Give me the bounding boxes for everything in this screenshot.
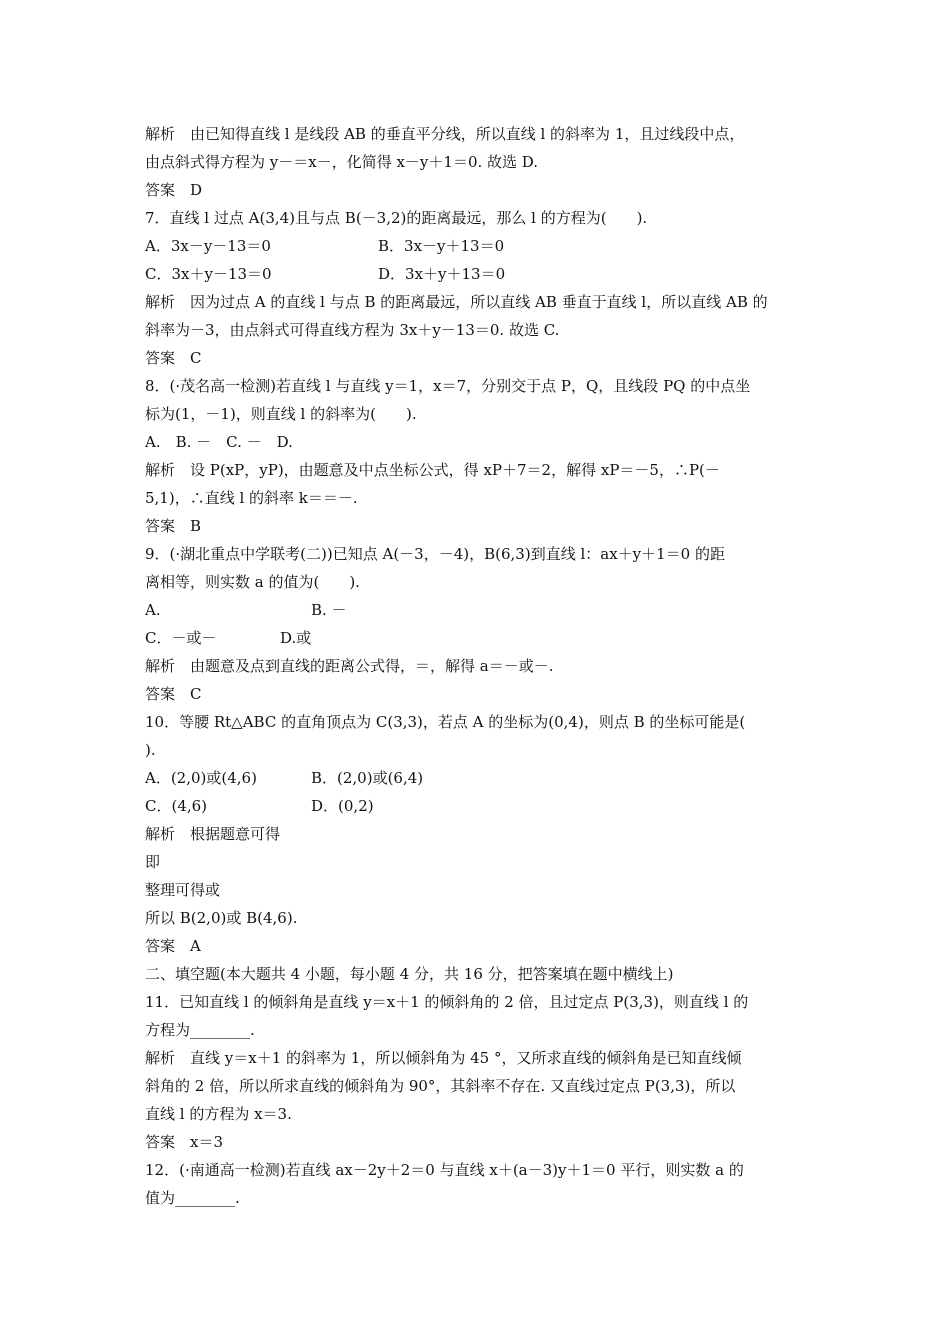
q10-option-b: B．(2,0)或(6,4) <box>311 769 424 787</box>
q7-option-b: B．3x－y＋13＝0 <box>378 237 505 255</box>
q8-analysis-line-1: 解析 设 P(xP，yP)，由题意及中点坐标公式，得 xP＋7＝2，解得 xP＝－5，∴P(－ <box>145 461 720 479</box>
q6-analysis-line-1: 解析 由已知得直线 l 是线段 AB 的垂直平分线，所以直线 l 的斜率为 1，且过线段中点， <box>145 125 745 143</box>
q7-stem: 7．直线 l 过点 A(3,4)且与点 B(－3,2)的距离最远，那么 l 的方程为( ). <box>145 209 648 227</box>
q9-option-a: A. <box>145 601 161 619</box>
q8-options: A. B. － C. － D. <box>145 433 293 451</box>
q9-stem-line-1: 9．(·湖北重点中学联考(二))已知点 A(－3，－4)，B(6,3)到直线 l：ax＋y＋1＝0 的距 <box>145 545 725 563</box>
section-heading-fill-in: 二、填空题(本大题共 4 小题，每小题 4 分，共 16 分，把答案填在题中横线上) <box>145 965 674 983</box>
q10-analysis-line-4: 所以 B(2,0)或 B(4,6). <box>145 909 298 927</box>
q10-option-a: A．(2,0)或(4,6) <box>145 769 257 787</box>
q10-analysis-line-3: 整理可得或 <box>145 881 221 899</box>
q9-option-b: B. － <box>311 601 347 619</box>
q9-analysis: 解析 由题意及点到直线的距离公式得，＝，解得 a＝－或－. <box>145 657 554 675</box>
q12-stem-line-1: 12．(·南通高一检测)若直线 ax－2y＋2＝0 与直线 x＋(a－3)y＋1＝0 平行，则实数 a 的 <box>145 1161 744 1179</box>
q10-option-d: D．(0,2) <box>311 797 374 815</box>
q11-analysis-line-2: 斜角的 2 倍，所以所求直线的倾斜角为 90°，其斜率不存在. 又直线过定点 P(3,3)，所以 <box>145 1077 736 1095</box>
q9-option-d: D.或 <box>280 629 312 647</box>
q7-option-a: A．3x－y－13＝0 <box>145 237 271 255</box>
q8-stem-line-2: 标为(1，－1)，则直线 l 的斜率为( ). <box>145 405 417 423</box>
q8-answer: 答案 B <box>145 517 202 535</box>
q6-analysis-line-2: 由点斜式得方程为 y－＝x－，化简得 x－y＋1＝0. 故选 D. <box>145 153 539 171</box>
q11-stem-line-2: 方程为________. <box>145 1021 255 1039</box>
q10-option-c: C．(4,6) <box>145 797 208 815</box>
q9-option-c: C．－或－ <box>145 629 217 647</box>
q9-answer: 答案 C <box>145 685 202 703</box>
q6-answer: 答案 D <box>145 181 203 199</box>
q8-stem-line-1: 8．(·茂名高一检测)若直线 l 与直线 y＝1，x＝7，分别交于点 P，Q，且线段 PQ 的中点坐 <box>145 377 751 395</box>
q11-analysis-line-1: 解析 直线 y＝x＋1 的斜率为 1，所以倾斜角为 45 °，又所求直线的倾斜角是已知直线倾 <box>145 1049 742 1067</box>
q10-stem-line-2: ). <box>145 741 156 759</box>
q11-stem-line-1: 11．已知直线 l 的倾斜角是直线 y＝x＋1 的倾斜角的 2 倍，且过定点 P(3,3)，则直线 l 的 <box>145 993 749 1011</box>
q11-analysis-line-3: 直线 l 的方程为 x＝3. <box>145 1105 292 1123</box>
q7-option-c: C．3x＋y－13＝0 <box>145 265 272 283</box>
q9-stem-line-2: 离相等，则实数 a 的值为( ). <box>145 573 360 591</box>
q10-analysis-line-2: 即 <box>145 853 161 871</box>
q7-analysis-line-2: 斜率为－3，由点斜式可得直线方程为 3x＋y－13＝0. 故选 C. <box>145 321 560 339</box>
q10-stem-line-1: 10．等腰 Rt△ABC 的直角顶点为 C(3,3)，若点 A 的坐标为(0,4)，则点 B 的坐标可能是( <box>145 713 746 731</box>
q7-answer: 答案 C <box>145 349 202 367</box>
q7-analysis-line-1: 解析 因为过点 A 的直线 l 与点 B 的距离最远，所以直线 AB 垂直于直线 l，所以直线 AB 的 <box>145 293 768 311</box>
q8-analysis-line-2: 5,1)，∴直线 l 的斜率 k＝＝－. <box>145 489 358 507</box>
q12-stem-line-2: 值为________. <box>145 1189 240 1207</box>
q10-answer: 答案 A <box>145 937 201 955</box>
q10-analysis-line-1: 解析 根据题意可得 <box>145 825 281 843</box>
q7-option-d: D．3x＋y＋13＝0 <box>378 265 506 283</box>
q11-answer: 答案 x＝3 <box>145 1133 224 1151</box>
